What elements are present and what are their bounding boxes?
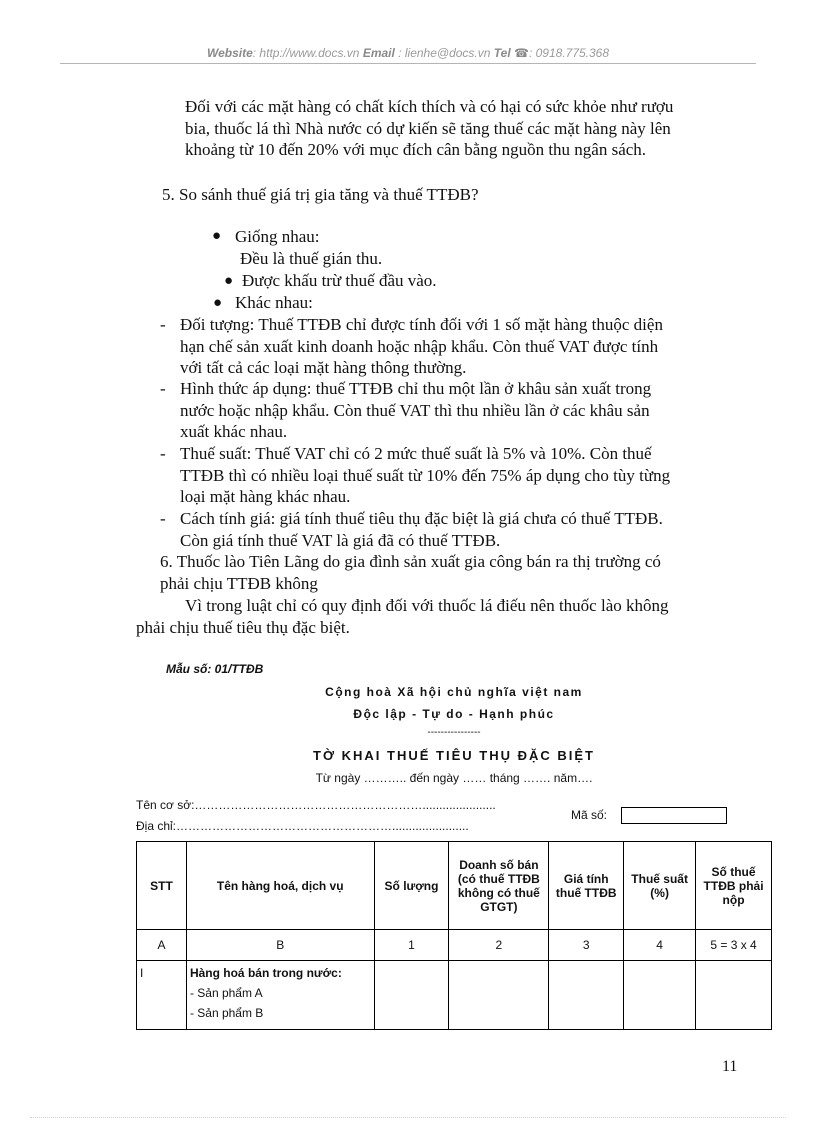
table-cell: B: [186, 930, 374, 961]
question-5: 5. So sánh thuế giá trị gia tăng và thuế TTĐB?: [162, 185, 479, 204]
difference-item: [180, 314, 780, 379]
difference-line: loại mặt hàng khác nhau.: [180, 487, 351, 506]
table-cell: I: [137, 961, 187, 1030]
column-header: Số thuế TTĐB phải nộp: [696, 842, 772, 930]
website-value: : http://www.docs.vn: [252, 46, 360, 60]
table-cell: 5 = 3 x 4: [696, 930, 772, 961]
table-cell: [449, 961, 549, 1030]
difference-line: TTĐB thì có nhiều loại thuế suất từ 10% đến 75% áp dụng cho tùy từng: [180, 465, 671, 485]
email-value: : lienhe@docs.vn: [398, 46, 491, 60]
tax-declaration-table: [136, 841, 772, 1030]
difference-line: với tất cả các loại mặt hàng thông thường.: [180, 358, 467, 377]
table-cell: 2: [449, 930, 549, 961]
difference-item: [180, 378, 780, 443]
bullet-icon: ●: [212, 228, 222, 244]
table-row: [137, 961, 772, 1030]
website-label: Website: [206, 46, 253, 60]
similar-item: Đều là thuế gián thu.: [240, 249, 383, 268]
group-label: Hàng hoá bán trong nước:: [189, 966, 342, 980]
difference-item: [180, 443, 780, 508]
table-cell: [186, 961, 374, 1030]
difference-line: xuất khác nhau.: [180, 422, 288, 441]
column-header: Giá tính thuế TTĐB: [549, 842, 624, 930]
column-header: Thuế suất (%): [624, 842, 696, 930]
table-cell: [374, 961, 449, 1030]
similar-label: Giống nhau:: [235, 227, 320, 246]
nation-title: Cộng hoà Xã hội chủ nghĩa việt nam: [325, 685, 583, 699]
maso-input[interactable]: [621, 807, 727, 824]
column-header: Số lượng: [374, 842, 449, 930]
page-header: [60, 46, 756, 64]
column-header: STT: [137, 842, 187, 930]
table-cell: [624, 961, 696, 1030]
answer-line: phải chịu thuế tiêu thụ đặc biệt.: [136, 617, 350, 637]
footer-divider: [30, 1117, 786, 1118]
question-line: 6. Thuốc lào Tiên Lãng do gia đình sản xuất gia công bán ra thị trường có: [160, 552, 661, 571]
page-number: 11: [722, 1058, 738, 1075]
difference-item: [180, 508, 780, 551]
difference-line: nước hoặc nhập khẩu. Còn thuế VAT thì thu nhiều lần ở các khâu sản: [180, 400, 650, 420]
differ-label: Khác nhau:: [235, 293, 313, 312]
tel-value: : 0918.775.368: [528, 46, 610, 60]
dash-icon: -: [160, 509, 166, 528]
question-6: [160, 551, 760, 594]
table-cell: 4: [624, 930, 696, 961]
table-cell: [549, 961, 624, 1030]
bullet-icon: ●: [213, 295, 223, 311]
dash-icon: -: [160, 379, 166, 398]
form-title: TỜ KHAI THUẾ TIÊU THỤ ĐẶC BIỆT: [313, 748, 595, 763]
table-cell: 3: [549, 930, 624, 961]
difference-line: Thuế suất: Thuế VAT chỉ có 2 mức thuế suất là 5% và 10%. Còn thuế: [180, 444, 652, 463]
similar-item: Được khấu trừ thuế đầu vào.: [242, 271, 437, 290]
intro-line: Đối với các mặt hàng có chất kích thích và có hại có sức khỏe như rượu: [185, 97, 674, 116]
tel-label: Tel ☎: [493, 46, 529, 60]
difference-line: Hình thức áp dụng: thuế TTĐB chỉ thu một lần ở khâu sản xuất trong: [180, 379, 652, 398]
intro-paragraph: [185, 96, 775, 161]
column-header: Tên hàng hoá, dịch vụ: [186, 842, 374, 930]
table-row: [137, 930, 772, 961]
name-field: Tên cơ sở:…………………………………………………......................: [136, 798, 496, 812]
difference-line: Đối tượng: Thuế TTĐB chỉ được tính đối với 1 số mặt hàng thuộc diện: [180, 315, 663, 334]
difference-line: hạn chế sản xuất kinh doanh hoặc nhập khẩu. Còn thuế VAT được tính: [180, 336, 659, 356]
difference-line: Còn giá tính thuế VAT là giá đã có thuế TTĐB.: [180, 530, 501, 550]
group-item: - Sản phẩm B: [189, 1006, 264, 1020]
answer-paragraph: [136, 595, 756, 638]
form-number: Mẫu số: 01/TTĐB: [166, 662, 264, 676]
address-field: Địa chỉ:……………………………………………….......................: [136, 819, 469, 833]
dash-icon: -: [160, 315, 166, 334]
bullet-icon: ●: [224, 273, 234, 289]
difference-line: Cách tính giá: giá tính thuế tiêu thụ đặc biệt là giá chưa có thuế TTĐB.: [180, 509, 663, 528]
column-header: Doanh số bán (có thuế TTĐB không có thuế GTGT): [449, 842, 549, 930]
intro-line: khoảng từ 10 đến 20% với mục đích cân bằng nguồn thu ngân sách.: [185, 140, 647, 159]
intro-line: bia, thuốc lá thì Nhà nước có dự kiến sẽ tăng thuế các mặt hàng này lên: [185, 118, 671, 138]
dash-icon: -: [160, 444, 166, 463]
maso-label: Mã số:: [571, 808, 608, 822]
question-line: phải chịu TTĐB không: [160, 573, 318, 593]
answer-line: Vì trong luật chỉ có quy định đối với thuốc lá điếu nên thuốc lào không: [185, 596, 669, 615]
date-line: Từ ngày ……….. đến ngày …… tháng ……. năm….: [315, 771, 593, 785]
divider: ----------------: [427, 727, 481, 738]
table-header-row: [137, 842, 772, 930]
table-cell: [696, 961, 772, 1030]
table-cell: 1: [374, 930, 449, 961]
group-item: - Sản phẩm A: [189, 986, 263, 1000]
table-cell: A: [137, 930, 187, 961]
email-label: Email: [362, 46, 395, 60]
motto: Độc lập - Tự do - Hạnh phúc: [353, 707, 555, 721]
